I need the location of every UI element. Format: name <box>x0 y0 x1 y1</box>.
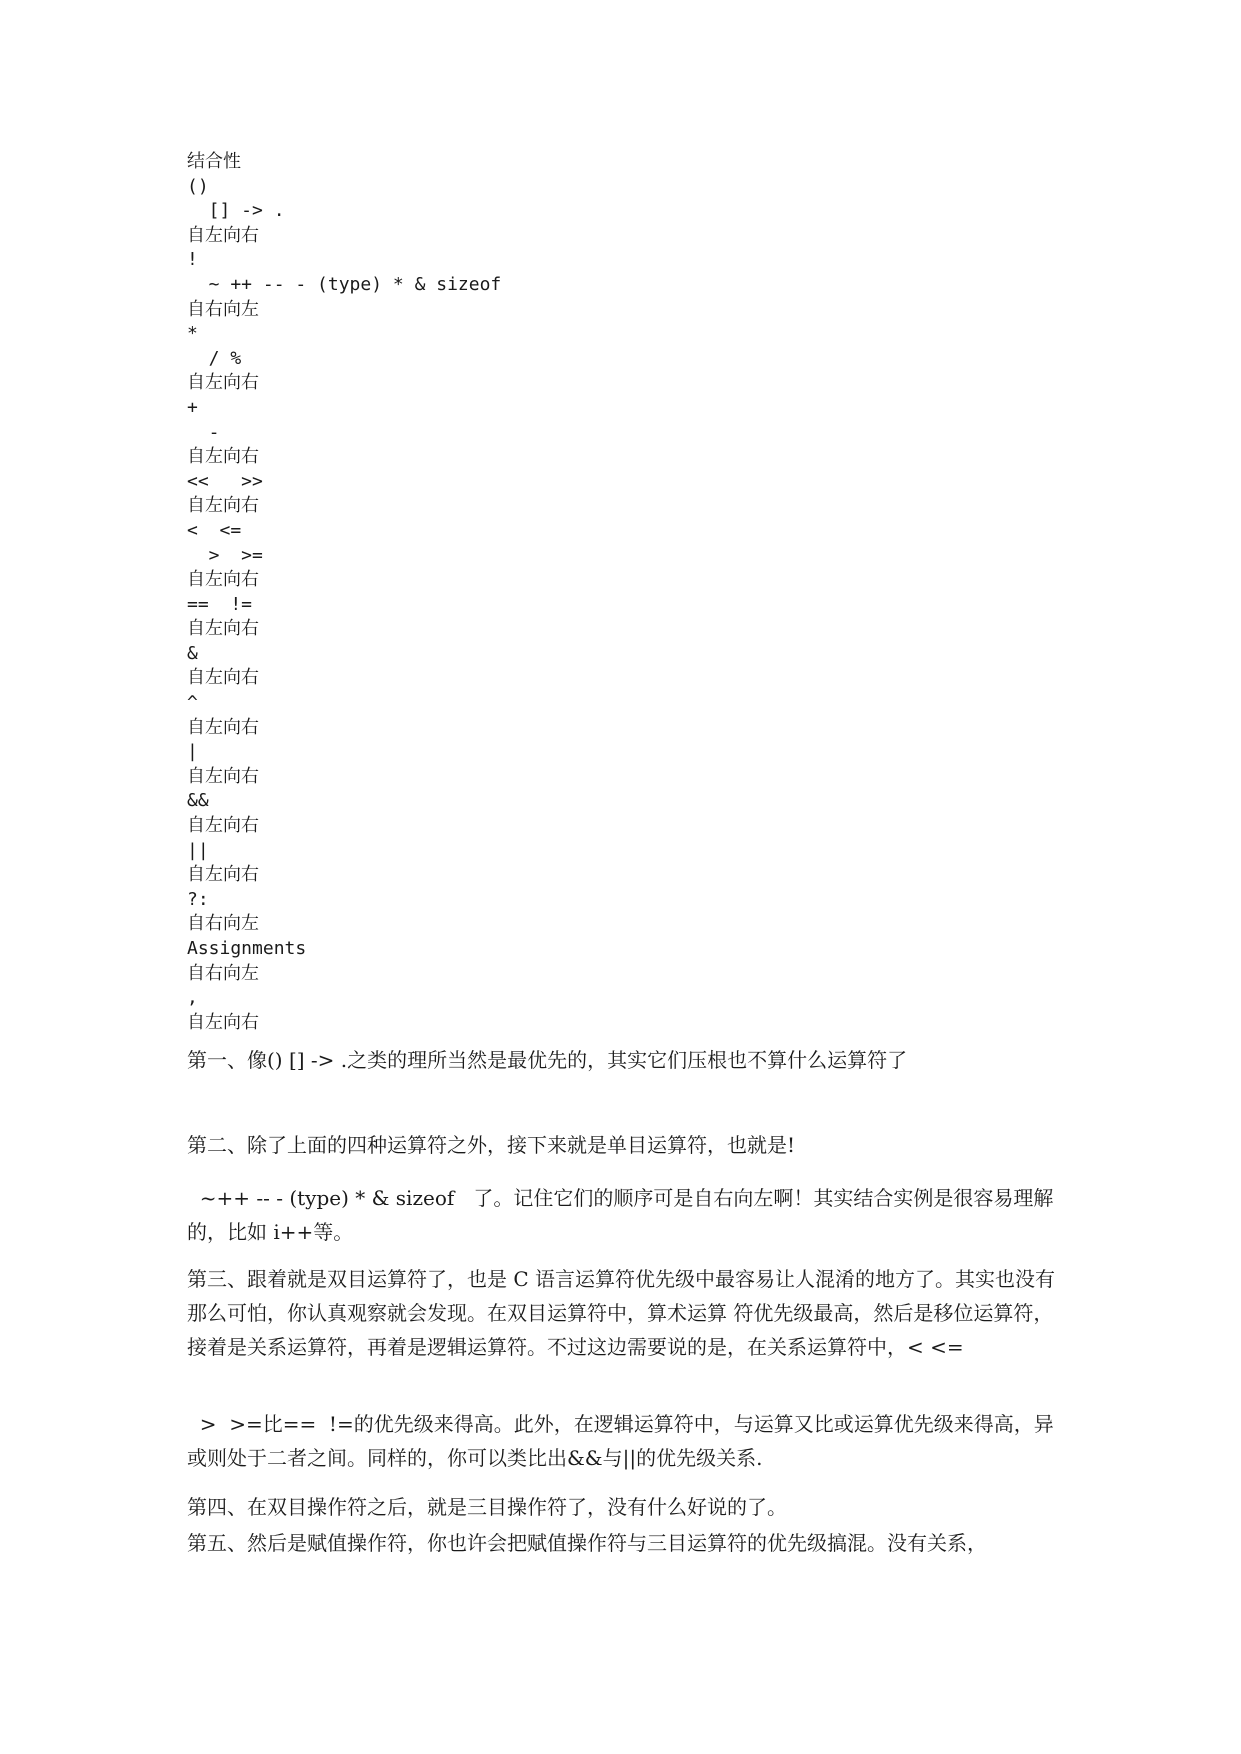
table-line: () <box>187 175 209 197</box>
table-line: 自左向右 <box>187 864 259 886</box>
table-line: , <box>187 987 198 1009</box>
table-line: 自右向左 <box>187 298 259 320</box>
table-line: 自左向右 <box>187 1011 259 1033</box>
table-line: 结合性 <box>187 151 241 172</box>
table-line: 自右向左 <box>187 913 259 935</box>
table-line: ! <box>187 249 198 271</box>
operator-precedence-table <box>187 150 1087 1035</box>
table-line: 自左向右 <box>187 667 259 689</box>
table-line: - <box>187 421 220 443</box>
table-line: ^ <box>187 692 198 714</box>
table-line: 自左向右 <box>187 224 259 246</box>
table-line: * <box>187 323 198 345</box>
table-line: 自左向右 <box>187 446 259 468</box>
table-line: + <box>187 396 198 418</box>
table-line: 自左向右 <box>187 716 259 738</box>
paragraph-second-continued: ~++ -- - (type) * & sizeof 了。记住它们的顺序可是自右向左啊！其实结合实例是很容易理解的，比如 i++等。 <box>187 1186 1054 1244</box>
table-line: ~ ++ -- - (type) * & sizeof <box>187 273 502 295</box>
table-line: ?: <box>187 888 209 910</box>
table-line: 自左向右 <box>187 815 259 837</box>
paragraph-third-continued: > >=比== !=的优先级来得高。此外，在逻辑运算符中，与运算又比或运算优先级来得高，异或则处于二者之间。同样的，你可以类比出&&与||的优先级关系. <box>187 1412 1054 1470</box>
table-line: 自左向右 <box>187 372 259 394</box>
table-line: << >> <box>187 470 263 492</box>
paragraph-third: 第三、跟着就是双目运算符了，也是 C 语言运算符优先级中最容易让人混淆的地方了。其实也没有那么可怕，你认真观察就会发现。在双目运算符中，算术运算 符优先级最高，然后是移位运算符，接着是关系运算符，再着是逻辑运算符。不过这边需要说的是，在关系运算符中，< <= <box>187 1267 1056 1359</box>
table-line: [] -> . <box>187 200 285 222</box>
table-line: && <box>187 790 209 812</box>
paragraph-fourth: 第四、在双目操作符之后，就是三目操作符了，没有什么好说的了。 <box>187 1495 787 1519</box>
table-line: < <= <box>187 519 242 541</box>
paragraph-first: 第一、像() [] -> .之类的理所当然是最优先的，其实它们压根也不算什么运算符了 <box>187 1048 908 1072</box>
table-line: Assignments <box>187 938 307 959</box>
table-line: 自左向右 <box>187 495 259 517</box>
table-line: | <box>187 741 198 763</box>
table-line: 自右向左 <box>187 962 259 984</box>
table-line: & <box>187 642 198 664</box>
table-line: > >= <box>187 544 263 566</box>
table-line: 自左向右 <box>187 569 259 591</box>
paragraph-second: 第二、除了上面的四种运算符之外，接下来就是单目运算符，也就是! <box>187 1133 796 1157</box>
table-line: == != <box>187 593 253 615</box>
table-line: / % <box>187 347 242 369</box>
table-line: 自左向右 <box>187 618 259 640</box>
table-line: || <box>187 839 209 861</box>
table-line: 自左向右 <box>187 765 259 787</box>
paragraph-fifth: 第五、然后是赋值操作符，你也许会把赋值操作符与三目运算符的优先级搞混。没有关系， <box>187 1531 987 1555</box>
